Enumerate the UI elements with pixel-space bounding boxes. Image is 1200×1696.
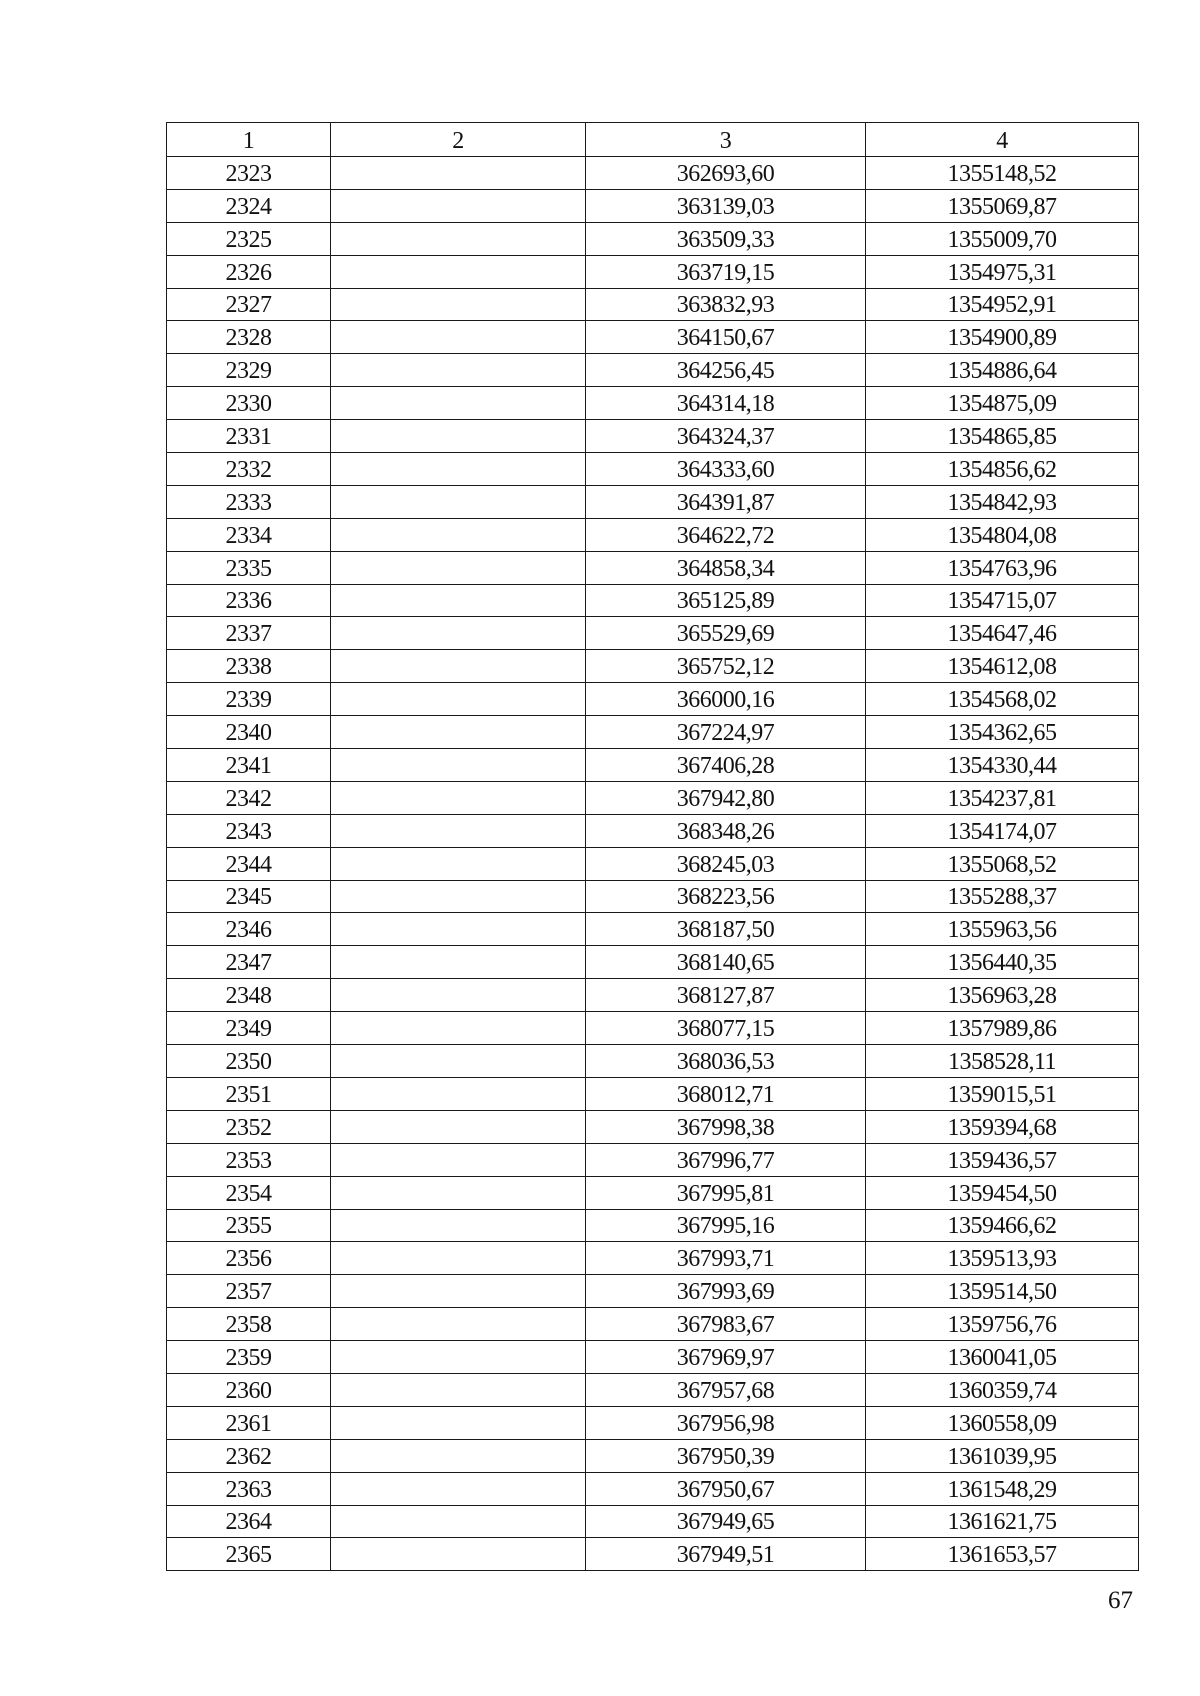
table-cell-col-1: 2335 — [167, 551, 331, 584]
table-cell-col-1: 2326 — [167, 255, 331, 288]
table-row — [167, 1143, 1139, 1176]
table-cell-col-4: 1355963,56 — [866, 913, 1139, 946]
table-cell-col-2 — [331, 255, 586, 288]
table-cell-col-4: 1354952,91 — [866, 288, 1139, 321]
table-cell-col-3: 367949,65 — [586, 1505, 866, 1538]
table-row — [167, 617, 1139, 650]
table-row — [167, 485, 1139, 518]
table-cell-col-1: 2356 — [167, 1242, 331, 1275]
table-cell-col-3: 367993,69 — [586, 1275, 866, 1308]
table-cell-col-4: 1359015,51 — [866, 1077, 1139, 1110]
page-number: 67 — [1108, 1587, 1133, 1614]
table-cell-col-3: 368127,87 — [586, 979, 866, 1012]
table-cell-col-3: 364256,45 — [586, 354, 866, 387]
table-row — [167, 157, 1139, 190]
table-cell-col-4: 1359466,62 — [866, 1209, 1139, 1242]
table-cell-col-3: 364150,67 — [586, 321, 866, 354]
table-cell-col-3: 368140,65 — [586, 946, 866, 979]
table-cell-col-1: 2350 — [167, 1045, 331, 1078]
table-cell-col-1: 2346 — [167, 913, 331, 946]
table-row — [167, 1505, 1139, 1538]
table-cell-col-4: 1354856,62 — [866, 453, 1139, 486]
table-cell-col-2 — [331, 946, 586, 979]
table-cell-col-3: 366000,16 — [586, 683, 866, 716]
table-cell-col-4: 1355068,52 — [866, 847, 1139, 880]
table-cell-col-1: 2353 — [167, 1143, 331, 1176]
table-cell-col-2 — [331, 1143, 586, 1176]
table-cell-col-2 — [331, 288, 586, 321]
table-cell-col-2 — [331, 453, 586, 486]
table-row — [167, 354, 1139, 387]
table-cell-col-4: 1359394,68 — [866, 1110, 1139, 1143]
table-cell-col-1: 2338 — [167, 650, 331, 683]
table-cell-col-3: 367406,28 — [586, 749, 866, 782]
table-cell-col-1: 2323 — [167, 157, 331, 190]
table-cell-col-1: 2328 — [167, 321, 331, 354]
table-cell-col-3: 367995,81 — [586, 1176, 866, 1209]
table-cell-col-3: 368187,50 — [586, 913, 866, 946]
table-cell-col-4: 1356440,35 — [866, 946, 1139, 979]
table-cell-col-2 — [331, 1406, 586, 1439]
table-cell-col-2 — [331, 847, 586, 880]
table-row — [167, 1538, 1139, 1571]
table-cell-col-2 — [331, 716, 586, 749]
table-cell-col-1: 2357 — [167, 1275, 331, 1308]
table-cell-col-4: 1361548,29 — [866, 1472, 1139, 1505]
table-row — [167, 420, 1139, 453]
table-row — [167, 1176, 1139, 1209]
header-cell-1: 1 — [167, 123, 331, 157]
table-row — [167, 288, 1139, 321]
table-cell-col-4: 1354875,09 — [866, 387, 1139, 420]
table-cell-col-2 — [331, 683, 586, 716]
table-cell-col-3: 367224,97 — [586, 716, 866, 749]
table-cell-col-1: 2336 — [167, 584, 331, 617]
table-cell-col-4: 1354975,31 — [866, 255, 1139, 288]
table-cell-col-4: 1360359,74 — [866, 1373, 1139, 1406]
table-row — [167, 1341, 1139, 1374]
table-cell-col-1: 2360 — [167, 1373, 331, 1406]
table-cell-col-1: 2341 — [167, 749, 331, 782]
table-row — [167, 1406, 1139, 1439]
table-cell-col-1: 2358 — [167, 1308, 331, 1341]
table-cell-col-1: 2342 — [167, 781, 331, 814]
table-cell-col-3: 364333,60 — [586, 453, 866, 486]
table-cell-col-2 — [331, 1242, 586, 1275]
table-cell-col-4: 1360041,05 — [866, 1341, 1139, 1374]
table-cell-col-1: 2325 — [167, 222, 331, 255]
table-row — [167, 847, 1139, 880]
table-cell-col-4: 1361039,95 — [866, 1439, 1139, 1472]
table-cell-col-2 — [331, 650, 586, 683]
table-cell-col-3: 367969,97 — [586, 1341, 866, 1374]
table-cell-col-3: 368348,26 — [586, 814, 866, 847]
table-cell-col-3: 367993,71 — [586, 1242, 866, 1275]
table-row — [167, 551, 1139, 584]
table-cell-col-2 — [331, 1341, 586, 1374]
table-cell-col-3: 367942,80 — [586, 781, 866, 814]
table-cell-col-1: 2364 — [167, 1505, 331, 1538]
table-row — [167, 946, 1139, 979]
table-cell-col-2 — [331, 189, 586, 222]
table-cell-col-4: 1355009,70 — [866, 222, 1139, 255]
table-cell-col-3: 364314,18 — [586, 387, 866, 420]
table-row — [167, 1077, 1139, 1110]
table-cell-col-1: 2354 — [167, 1176, 331, 1209]
table-cell-col-3: 365752,12 — [586, 650, 866, 683]
table-cell-col-4: 1354237,81 — [866, 781, 1139, 814]
table-cell-col-2 — [331, 354, 586, 387]
table-cell-col-3: 364858,34 — [586, 551, 866, 584]
table-row — [167, 1209, 1139, 1242]
header-cell-2: 2 — [331, 123, 586, 157]
table-cell-col-2 — [331, 880, 586, 913]
table-cell-col-3: 367998,38 — [586, 1110, 866, 1143]
table-cell-col-2 — [331, 1275, 586, 1308]
table-cell-col-2 — [331, 1209, 586, 1242]
table-row — [167, 222, 1139, 255]
table-cell-col-1: 2337 — [167, 617, 331, 650]
table-cell-col-2 — [331, 749, 586, 782]
table-cell-col-1: 2334 — [167, 518, 331, 551]
table-cell-col-1: 2365 — [167, 1538, 331, 1571]
table-cell-col-4: 1354330,44 — [866, 749, 1139, 782]
table-cell-col-1: 2349 — [167, 1012, 331, 1045]
table-cell-col-3: 363719,15 — [586, 255, 866, 288]
table-cell-col-2 — [331, 1110, 586, 1143]
table-cell-col-1: 2329 — [167, 354, 331, 387]
table-cell-col-4: 1361653,57 — [866, 1538, 1139, 1571]
table-cell-col-4: 1359756,76 — [866, 1308, 1139, 1341]
table-cell-col-4: 1354362,65 — [866, 716, 1139, 749]
header-cell-3: 3 — [586, 123, 866, 157]
table-cell-col-1: 2348 — [167, 979, 331, 1012]
table-cell-col-4: 1354900,89 — [866, 321, 1139, 354]
table-cell-col-2 — [331, 420, 586, 453]
table-cell-col-3: 368077,15 — [586, 1012, 866, 1045]
table-cell-col-3: 365125,89 — [586, 584, 866, 617]
table-row — [167, 1110, 1139, 1143]
table-cell-col-4: 1360558,09 — [866, 1406, 1139, 1439]
table-cell-col-3: 363509,33 — [586, 222, 866, 255]
table-row — [167, 584, 1139, 617]
table-cell-col-1: 2327 — [167, 288, 331, 321]
table-cell-col-2 — [331, 551, 586, 584]
table-cell-col-1: 2332 — [167, 453, 331, 486]
table-cell-col-2 — [331, 1373, 586, 1406]
table-cell-col-4: 1354886,64 — [866, 354, 1139, 387]
table-row — [167, 255, 1139, 288]
table-cell-col-3: 363139,03 — [586, 189, 866, 222]
table-row — [167, 749, 1139, 782]
table-cell-col-3: 364391,87 — [586, 485, 866, 518]
table-cell-col-4: 1354568,02 — [866, 683, 1139, 716]
table-cell-col-3: 368012,71 — [586, 1077, 866, 1110]
table-cell-col-2 — [331, 781, 586, 814]
table-cell-col-3: 367950,67 — [586, 1472, 866, 1505]
table-row — [167, 650, 1139, 683]
table-cell-col-3: 367956,98 — [586, 1406, 866, 1439]
table-cell-col-3: 368245,03 — [586, 847, 866, 880]
table-cell-col-4: 1354804,08 — [866, 518, 1139, 551]
coordinates-table — [166, 122, 1139, 1571]
table-cell-col-4: 1355288,37 — [866, 880, 1139, 913]
table-cell-col-2 — [331, 584, 586, 617]
table-cell-col-1: 2361 — [167, 1406, 331, 1439]
table-cell-col-1: 2347 — [167, 946, 331, 979]
table-cell-col-4: 1354612,08 — [866, 650, 1139, 683]
table-row — [167, 1045, 1139, 1078]
table-cell-col-2 — [331, 1176, 586, 1209]
table-cell-col-2 — [331, 518, 586, 551]
table-cell-col-1: 2345 — [167, 880, 331, 913]
table-cell-col-2 — [331, 157, 586, 190]
table-cell-col-4: 1354842,93 — [866, 485, 1139, 518]
table-cell-col-1: 2344 — [167, 847, 331, 880]
table-cell-col-4: 1354715,07 — [866, 584, 1139, 617]
table-cell-col-4: 1359513,93 — [866, 1242, 1139, 1275]
header-cell-4: 4 — [866, 123, 1139, 157]
table-cell-col-2 — [331, 1472, 586, 1505]
table-row — [167, 1242, 1139, 1275]
table-cell-col-2 — [331, 222, 586, 255]
table-row — [167, 880, 1139, 913]
table-cell-col-4: 1359454,50 — [866, 1176, 1139, 1209]
table-row — [167, 683, 1139, 716]
table-cell-col-1: 2333 — [167, 485, 331, 518]
table-cell-col-2 — [331, 1012, 586, 1045]
table-cell-col-4: 1355148,52 — [866, 157, 1139, 190]
table-cell-col-1: 2363 — [167, 1472, 331, 1505]
table-cell-col-4: 1354865,85 — [866, 420, 1139, 453]
table-cell-col-4: 1359436,57 — [866, 1143, 1139, 1176]
table-cell-col-3: 367949,51 — [586, 1538, 866, 1571]
table-cell-col-4: 1354174,07 — [866, 814, 1139, 847]
table-row — [167, 1275, 1139, 1308]
table-cell-col-3: 367950,39 — [586, 1439, 866, 1472]
table-cell-col-3: 367957,68 — [586, 1373, 866, 1406]
table-cell-col-2 — [331, 321, 586, 354]
table-row — [167, 453, 1139, 486]
table-row — [167, 1373, 1139, 1406]
table-cell-col-3: 363832,93 — [586, 288, 866, 321]
table-cell-col-2 — [331, 485, 586, 518]
table-cell-col-1: 2343 — [167, 814, 331, 847]
table-cell-col-2 — [331, 617, 586, 650]
table-cell-col-1: 2339 — [167, 683, 331, 716]
table-row — [167, 1012, 1139, 1045]
table-cell-col-1: 2351 — [167, 1077, 331, 1110]
table-row — [167, 1472, 1139, 1505]
table-cell-col-1: 2355 — [167, 1209, 331, 1242]
table-header-row — [167, 123, 1139, 157]
table-cell-col-2 — [331, 1045, 586, 1078]
table-row — [167, 913, 1139, 946]
table-cell-col-2 — [331, 913, 586, 946]
table-cell-col-2 — [331, 1077, 586, 1110]
table-cell-col-3: 362693,60 — [586, 157, 866, 190]
table-body — [167, 123, 1139, 1571]
table-cell-col-1: 2331 — [167, 420, 331, 453]
table-row — [167, 979, 1139, 1012]
table-cell-col-3: 367983,67 — [586, 1308, 866, 1341]
table-cell-col-1: 2352 — [167, 1110, 331, 1143]
table-cell-col-4: 1358528,11 — [866, 1045, 1139, 1078]
table-cell-col-2 — [331, 1439, 586, 1472]
table-cell-col-2 — [331, 1308, 586, 1341]
table-row — [167, 518, 1139, 551]
table-cell-col-3: 368036,53 — [586, 1045, 866, 1078]
table-cell-col-2 — [331, 1538, 586, 1571]
table-cell-col-2 — [331, 814, 586, 847]
table-cell-col-3: 368223,56 — [586, 880, 866, 913]
table-cell-col-4: 1354763,96 — [866, 551, 1139, 584]
table-cell-col-4: 1356963,28 — [866, 979, 1139, 1012]
table-cell-col-2 — [331, 1505, 586, 1538]
table-row — [167, 1308, 1139, 1341]
table-cell-col-1: 2330 — [167, 387, 331, 420]
table-cell-col-4: 1361621,75 — [866, 1505, 1139, 1538]
table-cell-col-1: 2340 — [167, 716, 331, 749]
table-cell-col-1: 2324 — [167, 189, 331, 222]
table-row — [167, 1439, 1139, 1472]
table-cell-col-4: 1357989,86 — [866, 1012, 1139, 1045]
table-cell-col-4: 1354647,46 — [866, 617, 1139, 650]
table-row — [167, 189, 1139, 222]
table-cell-col-3: 364324,37 — [586, 420, 866, 453]
table-cell-col-3: 364622,72 — [586, 518, 866, 551]
table-cell-col-2 — [331, 979, 586, 1012]
table-cell-col-1: 2359 — [167, 1341, 331, 1374]
table-cell-col-3: 365529,69 — [586, 617, 866, 650]
table-row — [167, 716, 1139, 749]
table-cell-col-4: 1355069,87 — [866, 189, 1139, 222]
table-cell-col-3: 367995,16 — [586, 1209, 866, 1242]
table-row — [167, 321, 1139, 354]
table-cell-col-2 — [331, 387, 586, 420]
table-row — [167, 781, 1139, 814]
table-row — [167, 387, 1139, 420]
table-cell-col-3: 367996,77 — [586, 1143, 866, 1176]
table-cell-col-4: 1359514,50 — [866, 1275, 1139, 1308]
table-cell-col-1: 2362 — [167, 1439, 331, 1472]
table-row — [167, 814, 1139, 847]
